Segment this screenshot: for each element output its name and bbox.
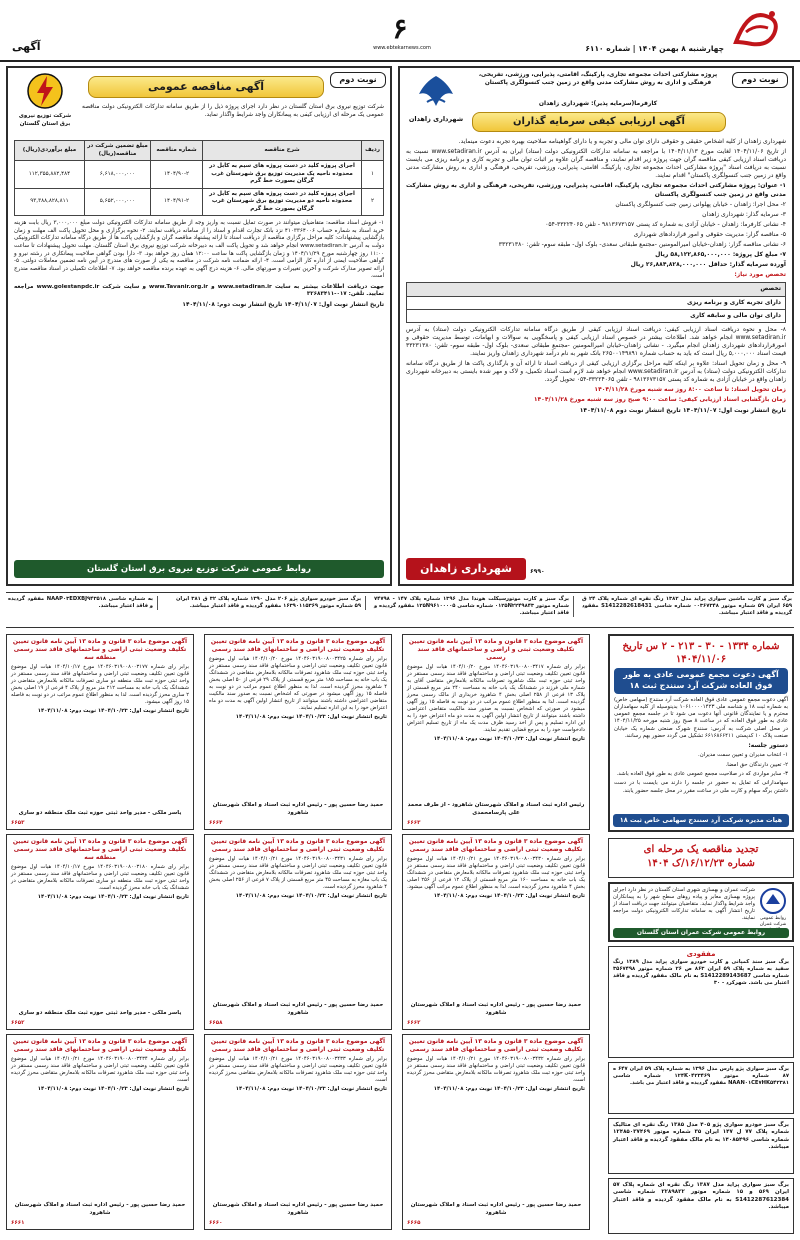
registration-notice [402, 834, 590, 1030]
lost-ad [608, 1062, 794, 1114]
notice-body: برابر رای شماره ۱۴۰۴۶۰۳۱۹۰۰۸۰۰۳۴۳۲ مورخ ۱۴۰۴/۱۰/۲۱ هیات اول موضوع قانون تعیین تکلیف وضعیت ثبتی اراضی و ساختمانهای فاقد سند رسمی مستقر در واحد ثبتی حوزه ثبت ملک شاهرود تصرفات مالکانه بلامعارض متقاضی محرز گردیده است. [407, 1056, 585, 1084]
lost-ad [608, 1118, 794, 1174]
handwritten-note [608, 838, 794, 878]
notice-code: ۶۶۶۲ [407, 1019, 421, 1026]
notice-dates: تاریخ انتشار نوبت اول: ۱۴۰۴/۱۰/۲۳ نوبت دوم: ۱۴۰۴/۱۱/۰۸ [433, 736, 585, 743]
lost-ad-title: مفقودی [686, 950, 716, 958]
sanandaj-agenda-item: ۳- سایر مواردی که در صلاحیت مجمع عمومی عادی به طور فوق العاده باشد. [616, 771, 788, 778]
notice-signature: حمید رضا حسین پور - رئیس اداره ثبت اسناد و املاک شهرستان شاهرود [212, 1002, 384, 1016]
tender-th: ردیف [362, 141, 384, 161]
tender-th: شرح مناقصه [203, 141, 362, 161]
notice-body: برابر رای شماره ۱۴۰۴۶۰۳۱۹۰۰۸۰۰۳۴۱۷ مورخ ۱۴۰۴/۱۰/۲۰ هیات اول موضوع قانون تعیین تکلیف وضعیت ثبتی اراضی و ساختمانهای فاقد سند رسمی مستقر در واحد ثبتی حوزه ثبت ملک شاهرود تصرفات مالکانه بلامعارض متقاضی آقای به شماره ملی فرزند در ششدانگ یک باب خانه به مساحت ۲۴۰ متر مربع قسمتی از پلاک ۱۳ فرعی از ۲۵۸ اصلی بخش ۴ شاهرود خریداری از مالک رسمی محرز گردیده است. لذا به منظور اطلاع عموم مراتب در دو نوبت به فاصله ۱۵ روز آگهی میشود در صورتی که اشخاص نسبت به صدور سند مالکیت متقاضی اعتراضی داشته باشند میتوانند از تاریخ انتشار اولین آگهی به مدت دو ماه اعتراض خود را به این اداره تسلیم و پس از اخذ رسید ظرف مدت یک ماه از تاریخ تسلیم اعتراض دادخواست خود را به مرجع قضایی تقدیم نمایند. [407, 664, 585, 734]
sanandaj-title: آگهی دعوت مجمع عمومی عادی به طور فوق العاده شرکت آرد سنندج ثبت ۱۸ [614, 668, 788, 694]
notice-signature: حمید رضا حسین پور - رئیس اداره ثبت اسناد و املاک شهرستان شاهرود [410, 1202, 582, 1216]
section-title: آگهی [12, 40, 41, 53]
notice-title: آگهی موضوع ماده ۳ قانون و ماده ۱۳ آیین نامه قانون تعیین تکلیف وضعیت ثبتی اراضی و ساختمانهای فاقد سند رسمی منطقه سه [12, 838, 188, 862]
zahedan-code: ۶۹۹۰ [530, 567, 545, 575]
tender-th: مبلغ تضمین شرکت در مناقصه(ریال) [85, 141, 151, 161]
power-company-logo-icon [26, 72, 64, 110]
lost-ad [608, 1178, 794, 1234]
mid-strip-item: به شماره شاسی NAAP۰۳EDXBJ۹۴۳۵۱۸ مفقود گردیده و فاقد اعتبار میباشد. [8, 596, 158, 610]
page-header [0, 0, 800, 62]
golestan-title: آگهی مناقصه عمومی [88, 76, 324, 98]
mid-strip-item: برگ سبز و کارت ماشین سواری پراید مدل ۱۳۸۲ رنگ نقره ای شماره پلاک ۲۴ ق ۶۵۹ ایران ۵۹ شماره موتور ۰۰۳۶۷۳۴۸ شماره شاسی S1412282618431 مفقود گردیده و فاقد اعتبار میباشد. [582, 596, 793, 617]
golestan-contact: جهت دریافت اطلاعات بیشتر به سایت www.setadiran.ir و www.Tavanir.org.ir و سایت شرکت www.golestanpdc.ir مراجعه نمایید. تلفن: ۰۱۷-۳۲۶۸۳۴۱۱ [14, 283, 385, 298]
table-row [15, 161, 384, 189]
mid-strip [6, 592, 794, 628]
ebtekar-logo-icon [728, 2, 788, 56]
golestan-roads-ad [608, 882, 794, 942]
notice-body: برابر رای شماره ۱۴۰۴۶۰۳۱۹۰۰۸۰۰۳۴۳۴ مورخ ۱۴۰۴/۱۰/۲۱ هیات اول موضوع قانون تعیین تکلیف وضعیت ثبتی اراضی و ساختمانهای فاقد سند رسمی مستقر در واحد ثبتی حوزه ثبت ملک شاهرود تصرفات مالکانه بلامعارض متقاضی محرز گردیده است. [11, 1056, 189, 1084]
zahedan-logo-caption: شهرداری زاهدان [408, 115, 464, 124]
notice-dates: تاریخ انتشار نوبت اول: ۱۴۰۴/۱۰/۲۳ نوبت دوم: ۱۴۰۴/۱۱/۰۸ [235, 714, 387, 721]
roads-body: شرکت عمران و بهسازی شهری استان گلستان در نظر دارد اجرای پروژه بهسازی معابر و پیاده روهای سطح شهر را به پیمانکاران واجد شرایط واگذار نماید. متقاضیان میتوانند جهت دریافت اسناد از تاریخ انتشار آگهی به سامانه تدارکات الکترونیکی دولت مراجعه نمایند. [613, 887, 755, 922]
table-cell: ۱۱۲,۳۵۵,۸۸۲,۴۸۴ [15, 161, 85, 189]
zahedan-delivery-time: زمان تحویل اسناد: تا ساعت ۸:۰۰ روز سه شنبه مورخ ۱۴۰۴/۱۱/۲۸ [594, 386, 786, 394]
zahedan-item: ۲- محل اجرا: زاهدان - خیابان پهلوانی زمین جنب کنسولگری پاکستان [615, 200, 786, 208]
golestan-table-wrap [14, 140, 384, 312]
notice-code: ۶۶۵۸ [209, 1019, 223, 1026]
golestan-intro: شرکت توزیع نیروی برق استان گلستان در نظر دارد اجرای پروژه ذیل را از طریق سامانه تدارکات الکترونیکی دولت مناقصه عمومی یک مرحله ای ارزیابی کیفی به پیمانکاران واجد شرایط واگذار نماید. [82, 104, 384, 118]
zahedan-item: ۷- مبلغ کل پروژه: ۵۸,۱۲۲,۸۶۵,۰۰۰,۰۰۰ ریال [655, 251, 786, 259]
page-number: ۶ [392, 12, 408, 45]
registration-notice [402, 634, 590, 830]
golestan-footer: روابط عمومی شرکت توزیع نیروی برق استان گلستان [14, 560, 384, 578]
registration-notice [204, 1034, 392, 1230]
sanandaj-body: آگهی دعوت مجمع عمومی عادی فوق العاده شرکت آرد سنندج (سهامی خاص) به شماره ثبت ۱۸ و شناسه ملی ۱۰۶۱۰۰۰۰۱۴۲۳ بدینوسیله از کلیه سهامداران محترم و یا نمایندگان قانونی آنها دعوت می شود تا در جلسه مجمع عمومی عادی به طور فوق العاده که در ساعت ۸ صبح روز شنبه مورخه ۱۴۰۴/۱۱/۲۵ در محل اصلی شرکت به آدرس: سنندج شهرک صنعتی شماره یک خیابان صنعت پلاک ۱۰ کدپستی ۶۶۱۶۸۶۶۴۱۱ تشکیل می گردد حضور بهم رسانند. [614, 696, 788, 740]
registration-notice [6, 1034, 194, 1230]
zahedan-intro: شهرداری زاهدان از کلیه اشخاص حقیقی و حقوقی دارای توان مالی و تجربه و یا دارای گواهینامه صلاحیت بهبره تجربه دعوت مینماید. [458, 138, 786, 145]
issue-line: چهارشنبه ۸ بهمن ۱۴۰۴ | شماره ۶۱۱۰ [585, 44, 724, 53]
notice-code: ۶۶۶۵ [407, 1219, 421, 1226]
table-cell: ۲ [362, 188, 384, 216]
qualification-table [406, 282, 786, 322]
zahedan-item: ۱- عنوان: پروژه مشارکتی احداث مجموعه تجاری، پارکینگ، اقامتی، پذیرایی، ورزشی، تفریحی، فرهنگی و اداری به روش مشارکت مدنی واقع در زمین جنب کنسولگری پاکستان [406, 182, 786, 198]
sanandaj-ad [608, 634, 794, 832]
zahedan-title: آگهی ارزیابی کیفی سرمایه گذاران [472, 112, 726, 132]
qualification-row: دارای توان مالی و سابقه کاری [407, 309, 786, 322]
notice-body: برابر رای شماره ۱۴۰۴۶۰۳۱۹۰۰۸۰۰۳۴۳۰ مورخ ۱۴۰۴/۱۰/۲۱ هیات اول موضوع قانون تعیین تکلیف وضعیت ثبتی اراضی و ساختمانهای فاقد سند رسمی مستقر در واحد ثبتی حوزه ثبت ملک شاهرود تصرفات مالکانه بلامعارض متقاضی در ششدانگ یک باب خانه به مساحت ۱۶۰ متر مربع قسمتی از پلاک ۱۲ فرعی از ۲۵۶ اصلی بخش ۴ شاهرود محرز گردیده است. لذا به منظور اطلاع عموم مراتب آگهی میشود. [407, 856, 586, 891]
table-cell: ۱۴۰۴/۹۱-۲ [151, 188, 203, 216]
municipality-emblem-icon [413, 72, 459, 112]
table-cell: ۶,۶۱۸,۰۰۰,۰۰۰ [85, 161, 151, 189]
zahedan-item: ۵- مناقصه گزار: مدیریت حقوقی و امور قراردادهای شهرداری [633, 230, 786, 238]
mid-strip-item: برگ سبز خودرو سواری پژو ۲۰۶ مدل ۱۳۹۰ شماره پلاک ۳۲ ق ۳۸۱ ایران ۵۹ شماره موتور ۱۶۳۹۰۱۱۵۳۶۹ مفقود گردیده و فاقد اعتبار میباشد. [176, 596, 366, 610]
golestan-body: ۱- فروش اسناد مناقصه: متقاضیان میتوانند در صورت تمایل نسبت به واریز وجه از طریق سامانه تدارکات الکترونیکی دولت مبلغ ۳,۰۰۰,۰۰۰ ریال بابت هزینه خرید اسناد به شماره حساب ۴۱۰۳۳۶۴۰۰۶ نزد بانک تجارت اقدام و اسناد را از سامانه دریافت نمایند. ۲- نحوه برگزاری و محل تحویل پاکت الف مهلت و زمان بازگشایی پیشنهادات: کلیه مراحل برگزاری مناقصه از دریافت اسناد تا ارائه پیشنهاد مناقصه گران و بازگشایی پاکت ها از طریق درگاه سامانه تدارکات الکترونیکی دولت به آدرس www.setadiran.ir انجام خواهد شد و تحویل پاکت الف به دبیرخانه شرکت توزیع نیروی برق استان گلستان. مهلت تحویل پیشنهادات تا ساعت ۱۱:۰۰ روز چهارشنبه مورخ ۱۴۰۴/۱۱/۲۹ و زمان بازگشایی پاکت ها ساعت ۱۲:۰۰ همان روز خواهد بود. ۳- دارا بودن گواهی صلاحیت پیمانکاری در رشته نیرو و گواهی صلاحیت ایمنی از اداره کار الزامی است. ۴- ارائه ضمانت نامه شرکت در مناقصه به یکی از صورت های مندرج در آیین نامه تضمین معاملات دولتی. ۵- ارائه تصویر مدارک شرکت و آخرین تغییرات و صورتهای مالی. ۶- هزینه درج آگهی به عهده برنده مناقصه خواهد بود. ۷- اطلاعات تکمیلی در اسناد مناقصه مندرج است. [14, 220, 385, 280]
notice-body: برابر رای شماره ۱۴۰۴۶۰۳۱۹۰۰۸۰۰۳۱۸۰ مورخ ۱۴۰۴/۱۰/۱۷ هیات اول موضوع قانون تعیین تکلیف وضعیت ثبتی اراضی و ساختمانهای فاقد سند رسمی مستقر در واحد ثبتی حوزه ثبت ملک منطقه دو ساری تصرفات مالکانه بلامعارض متقاضی در ششدانگ یک باب خانه محرز گردیده است. [11, 864, 189, 892]
lost-ad [608, 946, 794, 1058]
handwritten-line: شماره ۱۶/۱۲/۲۳/ک ۱۴۰۴ [647, 857, 755, 869]
notice-signature: یاسر ملکی - مدیر واحد ثبتی حوزه ثبت ملک منطقه دو ساری [18, 1009, 182, 1016]
notice-signature: حمید رضا حسین پور - رئیس اداره ثبت اسناد و املاک شهرستان شاهرود [14, 1202, 186, 1216]
notice-body: برابر رای شماره ۱۴۰۴۶۰۳۱۹۰۰۸۰۰۳۴۳۱ مورخ ۱۴۰۴/۱۰/۲۱ هیات اول موضوع قانون تعیین تکلیف وضعیت ثبتی اراضی و ساختمانهای فاقد سند رسمی مستقر در واحد ثبتی حوزه ثبت ملک شاهرود تصرفات مالکانه بلامعارض متقاضی در ششدانگ یک باب مغازه به مساحت ۴۵ متر مربع قسمتی از پلاک ۷ فرعی از ۲۵۶ اصلی بخش ۴ شاهرود محرز گردیده است. [209, 856, 387, 891]
sanandaj-agenda-item: ۲- تعیین دارندگان حق امضا. [725, 761, 788, 768]
golestan-ad [6, 66, 392, 586]
tender-th: مبلغ برآوردی(ریال) [15, 141, 85, 161]
table-cell: اجرای پروژه کلید در دست پروژه های سیم به کابل در محدوده ناحیه یک مدیریت توزیع برق شهرستان غرب گرگان بصورت خط گرم [203, 161, 362, 189]
sanandaj-note: سهامدارانی که تمایل به حضور در جلسه را دارند می بایست با در دست داشتن برگه سهام و کارت ملی در ساعت مقرر در محل جلسه حضور یابند. [614, 780, 788, 794]
notice-signature: رئیس اداره ثبت اسناد و املاک شهرستان شاهرود - از طرف محمد علی پارسامحمدی [407, 802, 585, 816]
notice-title: آگهی موضوع ماده ۳ قانون و ماده ۱۳ آیین نامه قانون تعیین تکلیف وضعیت ثبتی اراضی و ساختمانهای فاقد سند رسمی منطقه سه [12, 638, 188, 662]
zahedan-section-8: ۸- محل و نحوه دریافت اسناد ارزیابی کیفی: دریافت اسناد ارزیابی کیفی از طریق درگاه سامانه تدارکات الکترونیکی دولت (ستاد) به آدرس www.setadiran.ir انجام خواهد شد. اطلاعات بیشتر در خصوص اسناد ارزیابی کیفی و پاسخگویی به سوالات و ابهامات، توسط مدیریت حقوقی و امورقراردادهای شهرداری زاهدان انجام میگیرد. - نشانی زاهدان-خیابان امیرالمومنین -مجتمع طبقاتی سعدی- بلوک اول- طبقه سوم- تلفن: ۳۳۲۳۱۳۸۰ قیمت اسناد ۵,۰۰۰,۰۰۰ ریال است که باید به حساب شماره ۲۶۵۰۰۱۴۹۸۹۱ بانک شهر به نام درآمد شهرداری زاهدان واریز نمایند. [406, 325, 786, 357]
notice-dates: تاریخ انتشار نوبت اول: ۱۴۰۴/۱۰/۲۳ نوبت دوم: ۱۴۰۴/۱۱/۰۸ [37, 1086, 189, 1093]
lost-ad-body: برگ سبز سواری پراید مدل ۱۳۸۷ رنگ نقره ای شماره پلاک ۵۷ ایران ۵۶۹ و ۱۵ شماره موتور ۲۲۸۹۸۲۲ شماره شاسی S1412287612384 به نام مالک مفقود گردیده و فاقد اعتبار میباشد. [613, 1182, 790, 1211]
table-cell: ۱۴۰۴/۹۰-۲ [151, 161, 203, 189]
notice-dates: تاریخ انتشار نوبت اول: ۱۴۰۴/۱۰/۲۳ نوبت دوم: ۱۴۰۴/۱۱/۰۸ [37, 708, 189, 715]
notice-code: ۶۶۵۳ [11, 819, 25, 826]
handwritten-line: تجدید مناقصه یک مرحله ای [643, 844, 759, 855]
notice-body: برابر رای شماره ۱۴۰۴۶۰۳۱۹۰۰۸۰۰۳۱۷۷ مورخ ۱۴۰۴/۱۰/۱۷ هیات اول موضوع قانون تعیین تکلیف وضعیت ثبتی اراضی و ساختمانهای فاقد سند رسمی مستقر در واحد ثبتی حوزه ثبت ملک منطقه دو ساری تصرفات مالکانه بلامعارض متقاضی در ششدانگ یک باب خانه به مساحت ۲۱۲ متر مربع از پلاک ۴ فرعی از ۱۹ اصلی بخش ۲ ساری محرز گردیده است. لذا به منظور اطلاع عموم مراتب در دو نوبت به فاصله ۱۵ روز آگهی میشود. [11, 664, 190, 706]
zahedan-pretitle: پروژه مشارکتی احداث مجموعه تجاری، پارکینگ، اقامتی، پذیرایی، ورزشی، تفریحی، فرهنگی و اداری به روش مشارکت مدنی واقع در زمین جنب کنسولگری پاکستان [478, 72, 718, 86]
zahedan-item: ۴- نشانی کارفرما: زاهدان - خیابان آزادی به شماره کد پستی ۹۸۱۳۶۷۳۱۵۷ - تلفن ۳۳۲۲۴۰۶۵-۰۵۴ [545, 220, 786, 228]
table-row [15, 188, 384, 216]
zahedan-item: ۶- نشانی مناقصه گزار: زاهدان-خیابان امیرالمومنین -مجتمع طبقاتی سعدی- بلوک اول- طبقه سوم- تلفن: ۳۳۲۳۱۳۸۰ [498, 241, 786, 249]
sanandaj-agenda-item: ۱- انتخاب مدیران و تعیین سمت مدیران. [698, 752, 788, 759]
notice-dates: تاریخ انتشار نوبت اول: ۱۴۰۴/۱۰/۲۳ نوبت دوم: ۱۴۰۴/۱۱/۰۸ [235, 1086, 387, 1093]
sanandaj-agenda-title: دستور جلسه: [748, 742, 788, 750]
table-cell: ۵,۶۵۲,۰۰۰,۰۰۰ [85, 188, 151, 216]
round-tag: نوبت دوم [330, 72, 386, 88]
tender-th: شماره مناقصه [151, 141, 203, 161]
notice-code: ۶۶۶۰ [209, 1219, 223, 1226]
notice-signature: حمید رضا حسین پور - رئیس اداره ثبت اسناد و املاک شهرستان شاهرود [410, 1002, 582, 1016]
notice-signature: حمید رضا حسین پور - رئیس اداره ثبت اسناد و املاک شهرستان شاهرود [212, 802, 384, 816]
notice-dates: تاریخ انتشار نوبت اول: ۱۴۰۴/۱۰/۲۳ نوبت دوم: ۱۴۰۴/۱۱/۰۸ [37, 894, 189, 901]
registration-notice [204, 834, 392, 1030]
notice-dates: تاریخ انتشار نوبت اول: ۱۴۰۴/۱۰/۲۳ نوبت دوم: ۱۴۰۴/۱۱/۰۸ [433, 1086, 585, 1093]
notice-code: ۶۶۵۲ [11, 1019, 25, 1026]
sanandaj-footer: هیات مدیره شرکت آرد سنندج سهامی خاص ثبت ۱۸ [613, 814, 789, 827]
notice-dates: تاریخ انتشار نوبت اول: ۱۴۰۴/۱۰/۲۳ نوبت دوم: ۱۴۰۴/۱۱/۰۸ [235, 893, 387, 900]
zahedan-opening-time: زمان بازگشایی اسناد ارزیابی کیفی: ساعت ۹:۰۰ صبح روز سه شنبه مورخ ۱۴۰۴/۱۱/۲۸ [533, 396, 786, 404]
notice-title: آگهی موضوع ماده ۳ قانون و ماده ۱۳ آیین نامه قانون تعیین تکلیف وضعیت ثبتی اراضی و ساختمانهای فاقد سند رسمی [12, 1038, 188, 1054]
zahedan-main-text: از تاریخ ۱۴۰۴/۱۱/۰۶ لغایت مورخ ۱۴۰۴/۱۱/۱۳ با مراجعه به سامانه تدارکات الکترونیکی دولت (ستاد) ایران به آدرس www.setadiran.ir نسبت به دریافت اسناد ارزیابی کیفی مناقصه گران جهت پروژه زیر اقدام نمایند، و مناقصه گران علاوه بر اثبات توان مالی و تجربه کاری و برنامه ریزی می بایست نسبت به دریافت اسناد "پروژه مشارکتی احداث مجموعه تجاری، پارکینگ، اقامتی، پذیرایی، ورزشی، تفریحی، فرهنگی و اداری به روش مشارکت مدنی واقع در زمین جنب کنسولگری پاکستان" اقدام نمایند. [406, 148, 786, 180]
registration-notice [6, 634, 194, 830]
table-cell: اجرای پروژه کلید در دست پروژه های سیم به کابل در محدوده ناحیه دو مدیریت توزیع برق شهرستان غرب گرگان بصورت خط گرم [203, 188, 362, 216]
roads-footer: روابط عمومی شرکت عمران استان گلستان [613, 928, 789, 938]
notice-code: ۶۶۶۴ [209, 819, 223, 826]
table-cell: ۹۳,۳۸۸,۸۲۸,۸۱۱ [15, 188, 85, 216]
notice-title: آگهی موضوع ماده ۳ قانون و ماده ۱۳ آیین نامه قانون تعیین تکلیف وضعیت ثبتی اراضی و ساختمانهای فاقد سند رسمی [210, 638, 386, 654]
zahedan-item: ۳- سرمایه گذار: شهرداری زاهدان [702, 210, 786, 218]
zahedan-logo [406, 72, 466, 130]
notice-body: برابر رای شماره ۱۴۰۴۶۰۳۱۹۰۰۸۰۰۳۴۲۵ مورخ ۱۴۰۴/۱۰/۲۰ هیات اول موضوع قانون تعیین تکلیف وضعیت ثبتی اراضی و ساختمانهای فاقد سند رسمی مستقر در واحد ثبتی حوزه ثبت ملک شاهرود تصرفات مالکانه بلامعارض متقاضی در ششدانگ یک باب خانه به مساحت ۱۸۵ متر مربع قسمتی از پلاک ۲۹ فرعی از ۵۰ اصلی بخش ۴ شاهرود محرز گردیده است. لذا به منظور اطلاع عموم مراتب در دو نوبت به فاصله ۱۵ روز آگهی میشود در صورتی که اشخاص نسبت به صدور سند مالکیت متقاضی اعتراضی داشته باشند میتوانند از تاریخ انتشار اولین آگهی به مدت دو ماه اعتراض خود را به این اداره تسلیم نمایند. [209, 656, 387, 712]
zahedan-employer: کارفرما(سرمایه پذیر): شهرداری زاهدان [538, 100, 658, 107]
roads-logo [758, 888, 788, 917]
lost-ad-body: برگ سبز سواری پژو پارس مدل ۱۳۹۶ به شماره پلاک ۵۹ ایران ۶۴۷ ه ۸۷ شماره موتور ۱۲۴K۰۴۲۳۴۶۹ شماره شاسی NAAN۰۱CE۷HK۵۴۲۳۸۱ مفقود گردیده و فاقد اعتبار می باشد. [613, 1066, 790, 1087]
notice-signature: حمید رضا حسین پور - رئیس اداره ثبت اسناد و املاک شهرستان شاهرود [212, 1202, 384, 1216]
registration-notice [6, 834, 194, 1030]
table-cell: ۱ [362, 161, 384, 189]
notice-code: ۶۶۶۱ [11, 1219, 25, 1226]
zahedan-footer: شهرداری زاهدان [406, 558, 526, 580]
notice-code: ۶۶۶۳ [407, 819, 421, 826]
mid-strip-item: برگ سبز و کارت موتورسیکلت هوندا مدل ۱۳۹۶ شماره پلاک ۱۴۷ - ۷۴۷۹۸ شماره موتور ۰۱۲۵N۲۲۴۹۸۴۳ شماره شاسی ۱۲۵N۹۶۱۰۰۰۰۵ مفقود گردیده و فاقد اعتبار میباشد. [374, 596, 574, 617]
zahedan-body [406, 138, 786, 417]
notice-signature: یاسر ملکی - مدیر واحد ثبتی حوزه ثبت ملک منطقه دو ساری [18, 809, 182, 816]
notice-body: برابر رای شماره ۱۴۰۴۶۰۳۱۹۰۰۸۰۰۳۴۳۳ مورخ ۱۴۰۴/۱۰/۲۱ هیات اول موضوع قانون تعیین تکلیف وضعیت ثبتی اراضی و ساختمانهای فاقد سند رسمی مستقر در واحد ثبتی حوزه ثبت ملک شاهرود تصرفات مالکانه بلامعارض متقاضی محرز گردیده است. [209, 1056, 387, 1084]
registration-notice [204, 634, 392, 830]
golestan-publish-dates: تاریخ انتشار نوبت اول: ۱۴۰۴/۱۱/۰۷ تاریخ انتشار نوبت دوم: ۱۴۰۴/۱۱/۰۸ [182, 301, 384, 308]
zahedan-section-9: ۹- محل و زمان تحویل اسناد: علاوه بر اینکه کلیه مراحل برگزاری ارزیابی کیفی از دریافت اسناد تا ارائه آن و بارگذاری پاکت ها از طریق درگاه سامانه تدارکات الکترونیکی دولت (ستاد) به آدرس www.setadiran.ir انجام خواهد شد لازم است اسناد تکمیل، و لاک و مهر شده بایستی به دبیرخانه شهرداری زاهدان واقع در خیابان آزادی به شماره کد پستی ۹۸۱۳۶۷۳۱۵۷ - تلفن ۳۳۲۲۴۰۶۵-۰۵۴ تحویل گردد. [406, 360, 786, 384]
notice-title: آگهی موضوع ماده ۳ قانون و ماده ۱۳ آیین نامه قانون تعیین تکلیف وضعیت ثبتی و اراضی و ساختمانهای فاقد سند رسمی [408, 638, 584, 662]
registration-notice [402, 1034, 590, 1230]
zahedan-item: آورده سرمایه گذار: حداقل ۲۶,۸۸۴,۸۲۸,۰۰۰,۰۰۰ ریال [630, 261, 786, 269]
round-tag: نوبت دوم [732, 72, 788, 88]
golestan-logo [14, 72, 76, 132]
notice-title: آگهی موضوع ماده ۳ قانون و ماده ۱۳ آیین نامه قانون تعیین تکلیف وضعیت ثبتی اراضی و ساختمانهای فاقد سند رسمی [408, 1038, 584, 1054]
lost-ad-body: برگ سبز خودرو سواری پژو ۴۰۵ مدل ۱۳۸۵ رنگ نقره ای متالیک شماره پلاک ۷۷ ل ۱۴۷ ایران ۳۵ شماره موتور ۱۲۴۸۵۰۳۷۴۶۹ شماره شاسی ۱۴۰۸۵۴۹۶ به نام مالک مفقود گردیده و فاقد اعتبار میباشد. [613, 1122, 789, 1151]
tender-table [14, 140, 384, 216]
notice-title: آگهی موضوع ماده ۳ قانون و ماده ۱۳ آیین نامه قانون تعیین تکلیف وضعیت ثبتی اراضی و ساختمانهای فاقد سند رسمی [210, 838, 386, 854]
notice-title: آگهی موضوع ماده ۳ قانون و ماده ۱۳ آیین نامه قانون تعیین تکلیف وضعیت ثبتی اراضی و ساختمانهای فاقد سند رسمی [210, 1038, 386, 1054]
site-url: www.ebtekarnews.com [373, 45, 431, 51]
notice-title: آگهی موضوع ماده ۳ قانون و ماده ۱۳ آیین نامه قانون تعیین تکلیف وضعیت ثبتی اراضی و ساختمانهای فاقد سند رسمی [408, 838, 584, 854]
zahedan-publish-dates: تاریخ انتشار نوبت اول: ۱۴۰۴/۱۱/۰۷ تاریخ انتشار نوبت دوم ۱۴۰۴/۱۱/۰۸ [579, 406, 786, 414]
qualification-row: دارای تجربه کاری و برنامه ریزی [407, 296, 786, 309]
zahedan-ad [398, 66, 794, 586]
roads-caption: روابط عمومی شرکت عمران [759, 916, 787, 928]
zahedan-item: تخصص مورد نیاز: [734, 271, 786, 279]
company-logo-icon [760, 888, 786, 914]
golestan-logo-caption: شرکت توزیع نیروی برق استان گلستان [18, 113, 72, 127]
qualification-header: تخصص [407, 283, 786, 296]
sanandaj-handwritten-number: شماره ۱۳۳۴ - ۳۰ - ۲۱۳ - ۲ س تاریخ ۱۴۰۴/۱۱/۰۶ [622, 641, 780, 665]
notice-dates: تاریخ انتشار نوبت اول: ۱۴۰۴/۱۰/۲۳ نوبت دوم: ۱۴۰۴/۱۱/۰۸ [433, 893, 585, 900]
lost-ad-body: برگ سبز سند کمپانی و کارت خودرو سواری پراید مدل ۱۳۸۹ رنگ سفید به شماره پلاک ۵۹ ایران ۸۶۳ ص ۲۶ شماره موتور ۳۵۶۷۴۹۸ شماره شاسی S1412289143687 به نام مالک مفقود گردیده و فاقد اعتبار می باشد. شهرکرد - ۳۰ [613, 959, 789, 987]
